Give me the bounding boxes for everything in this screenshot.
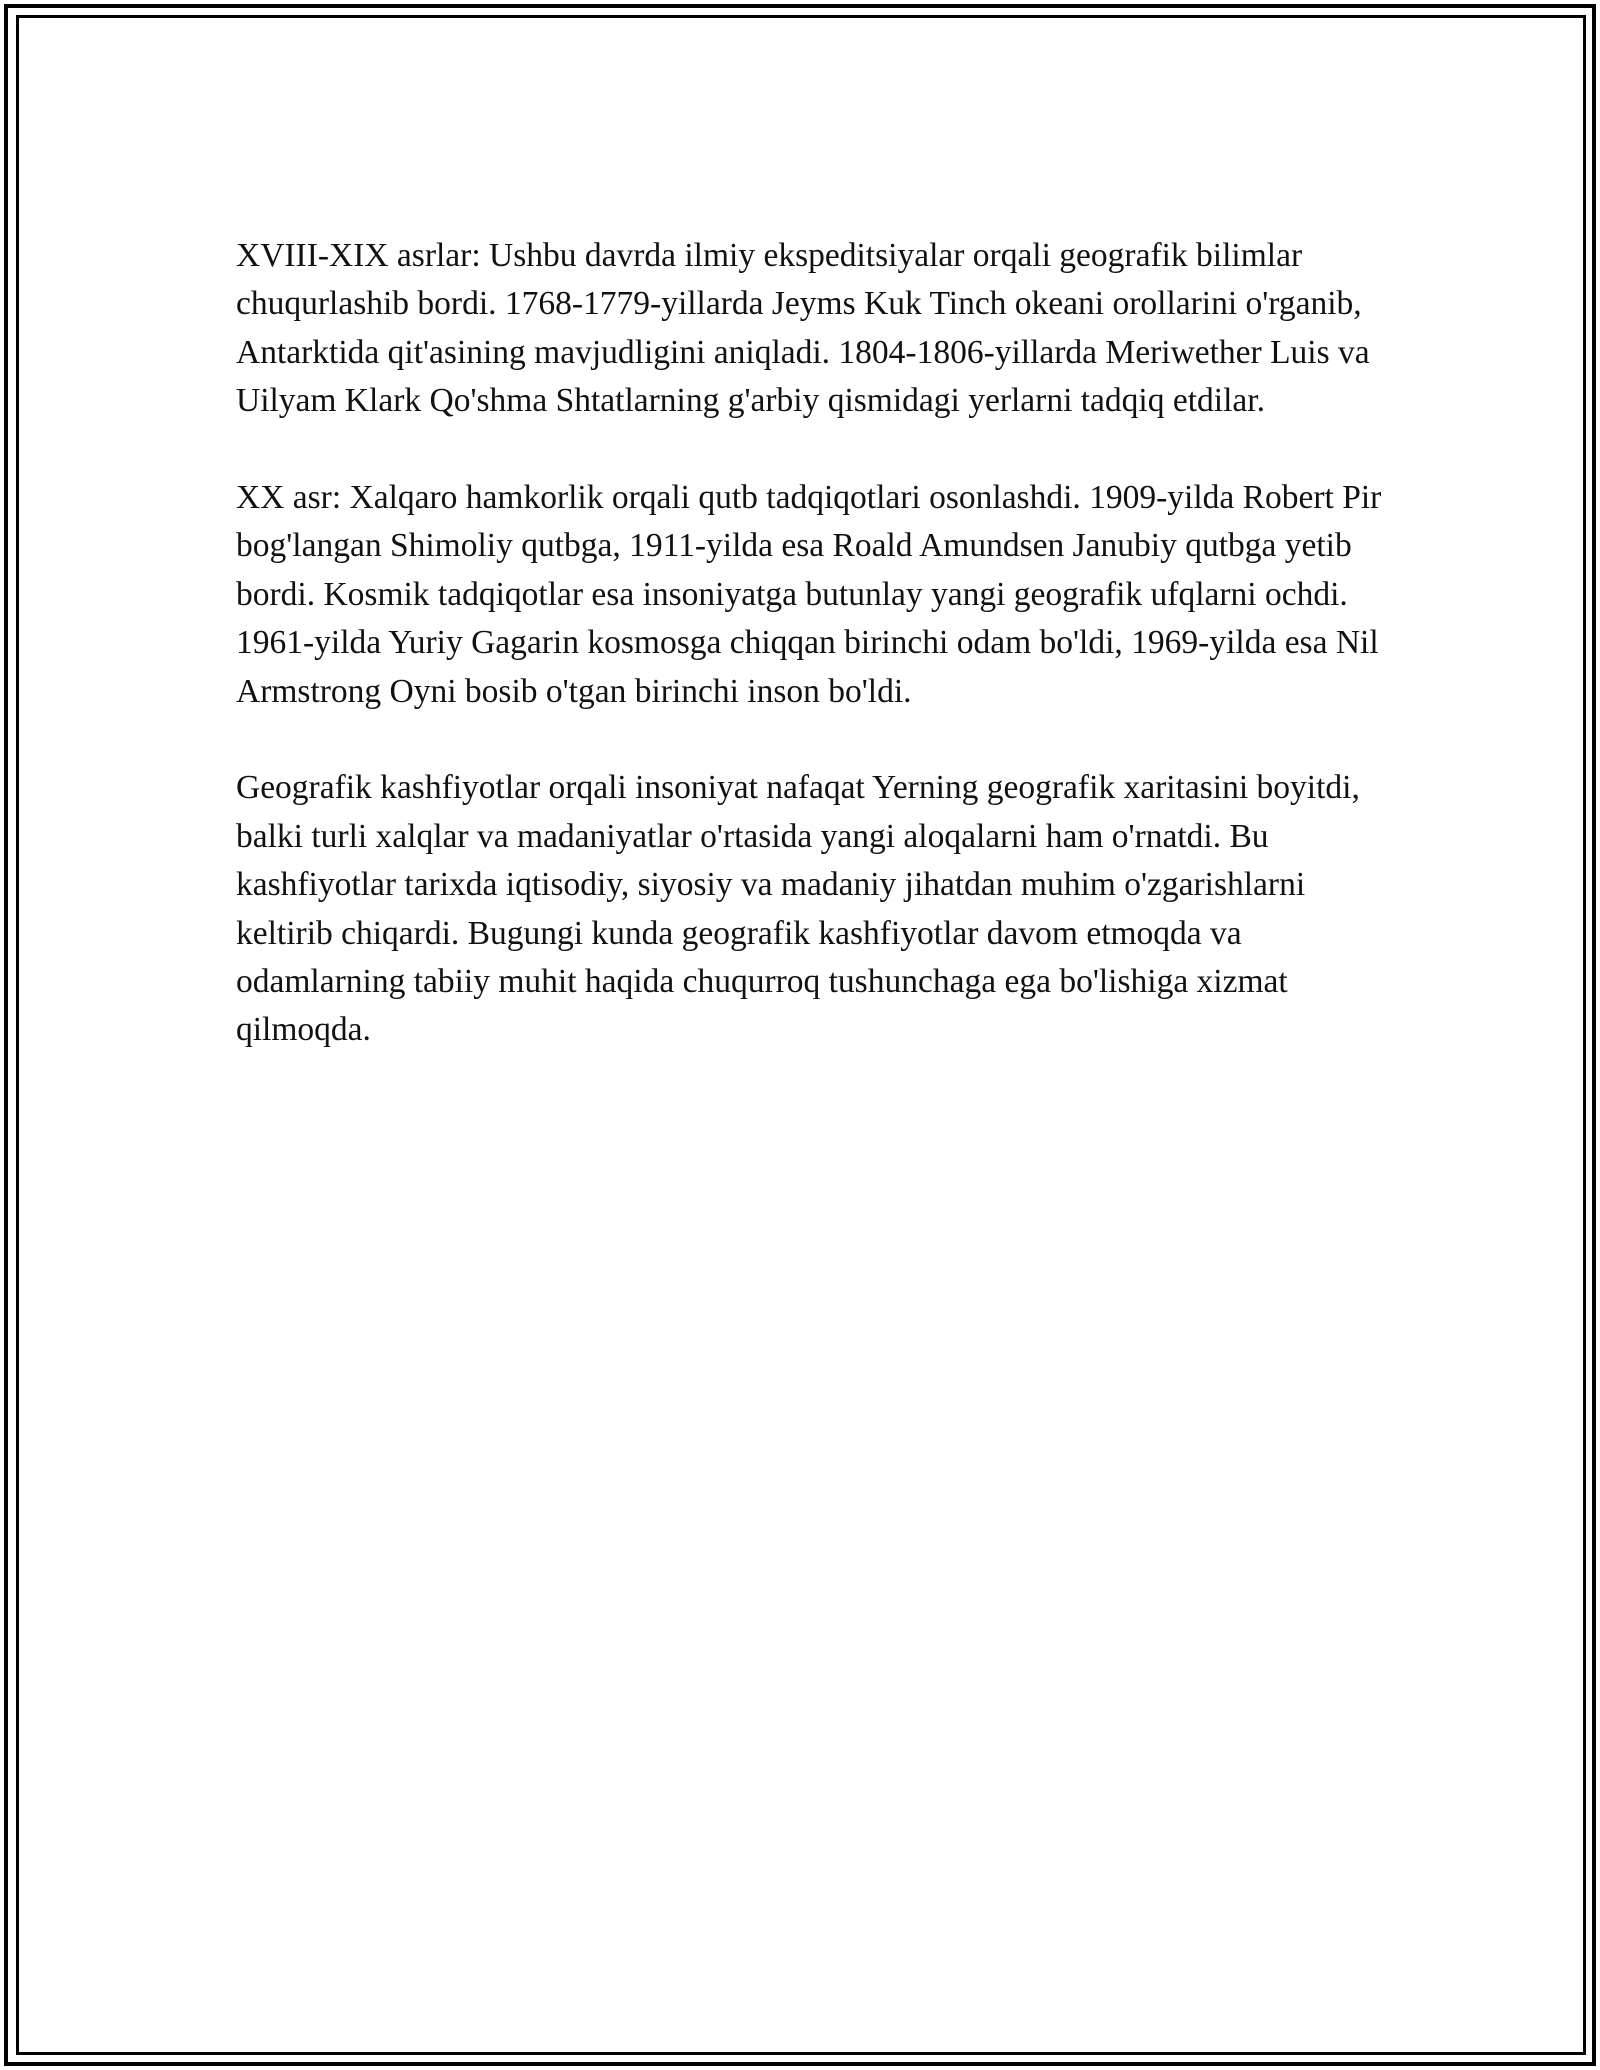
paragraph-18th-19th-century: XVIII-XIX asrlar: Ushbu davrda ilmiy ekspeditsiyalar orqali geografik bilimlar chuqurlashib bordi. 1768-1779-yillarda Jeyms Kuk Tinch okeani orollarini o'rganib, Antarktida qit'asining mavjudligini aniqladi. 1804-1806-yillarda Meriwether Luis va Uilyam Klark Qo'shma Shtatlarning g'arbiy qismidagi yerlarni tadqiq etdilar. — [236, 237, 1370, 420]
paragraph-conclusion: Geografik kashfiyotlar orqali insoniyat nafaqat Yerning geografik xaritasini boyitdi, balki turli xalqlar va madaniyatlar o'rtasida yangi aloqalarni ham o'rnatdi. Bu kashfiyotlar tarixda iqtisodiy, siyosiy va madaniy jihatdan muhim o'zgarishlarni keltirib chiqardi. Bugungi kunda geografik kashfiyotlar davom etmoqda va odamlarning tabiiy muhit haqida chuqurroq tushunchaga ega bo'lishiga xizmat qilmoqda. — [236, 769, 1360, 1049]
paragraph-20th-century: XX asr: Xalqaro hamkorlik orqali qutb tadqiqotlari osonlashdi. 1909-yilda Robert Pir bog'langan Shimoliy qutbga, 1911-yilda esa Roald Amundsen Janubiy qutbga yetib bordi. Kosmik tadqiqotlar esa insoniyatga butunlay yangi geografik ufqlarni ochdi. 1961-yilda Yuriy Gagarin kosmosga chiqqan birinchi odam bo'ldi, 1969-yilda esa Nil Armstrong Oyni bosib o'tgan birinchi inson bo'ldi. — [236, 479, 1382, 710]
document-body — [236, 232, 1386, 1103]
